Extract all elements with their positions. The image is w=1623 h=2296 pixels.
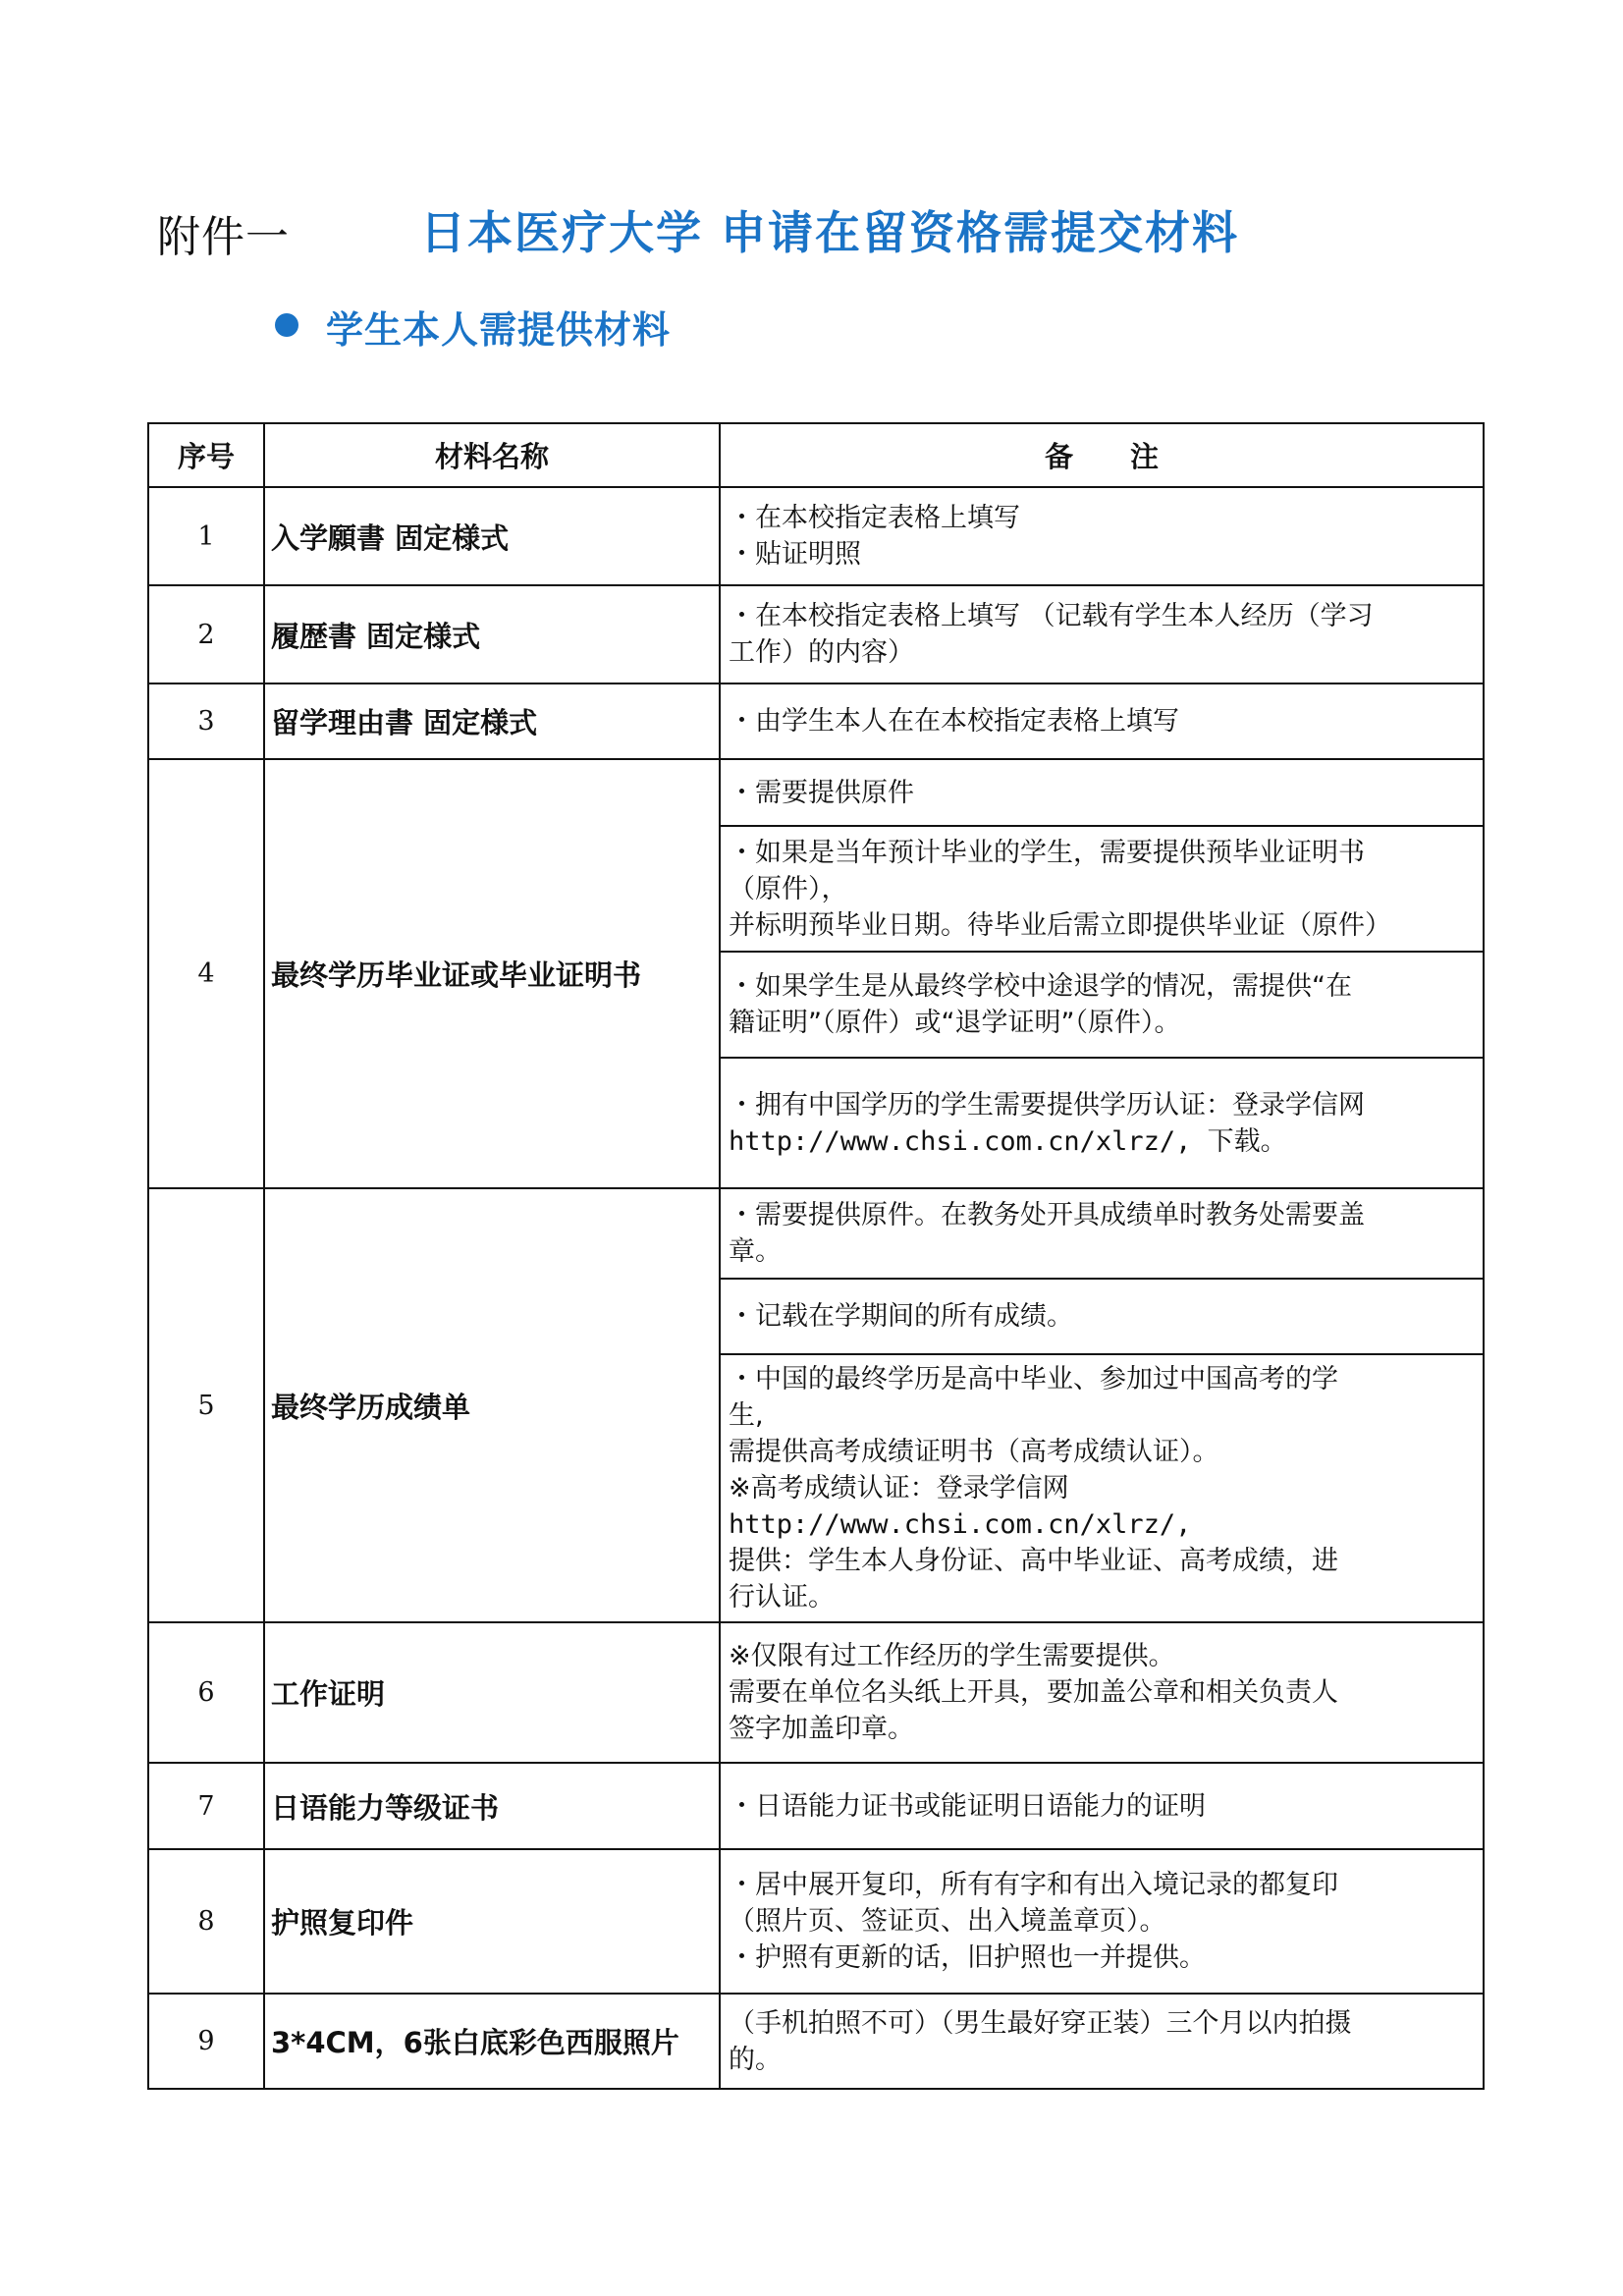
material-note bbox=[720, 585, 1484, 683]
material-name: 留学理由書 固定様式 bbox=[264, 683, 720, 759]
note-line: ・由学生本人在在本校指定表格上填写 bbox=[729, 706, 1179, 737]
document-header bbox=[157, 201, 1492, 270]
note-line: （手机拍照不可）（男生最好穿正装）三个月以内拍摄 bbox=[729, 2007, 1352, 2039]
note-line: ・需要提供原件 bbox=[729, 777, 914, 808]
material-name: 工作证明 bbox=[264, 1622, 720, 1763]
note-line: 签字加盖印章。 bbox=[729, 1714, 914, 1744]
note-line: （照片页、签证页、出入境盖章页）。 bbox=[729, 1906, 1166, 1937]
note-line: 需提供高考成绩证明书（高考成绩认证）。 bbox=[729, 1437, 1219, 1467]
header-no: 序号 bbox=[148, 423, 264, 487]
table-row bbox=[148, 759, 1484, 826]
material-name: 最终学历成绩单 bbox=[264, 1188, 720, 1622]
note-line: ・居中展开复印，所有有字和有出入境记录的都复印 bbox=[729, 1870, 1338, 1900]
material-note bbox=[720, 1279, 1484, 1354]
material-name: 3*4CM，6张白底彩色西服照片 bbox=[264, 1994, 720, 2089]
material-note bbox=[720, 952, 1484, 1058]
row-number: 1 bbox=[148, 487, 264, 585]
note-line: 章。 bbox=[729, 1236, 782, 1267]
note-line: ・贴证明照 bbox=[729, 539, 861, 570]
row-number: 7 bbox=[148, 1763, 264, 1849]
table-body bbox=[148, 487, 1484, 2089]
note-line: 工作）的内容） bbox=[729, 637, 914, 668]
note-line: ※仅限有过工作经历的学生需要提供。 bbox=[729, 1641, 1175, 1671]
note-line: ・日语能力证书或能证明日语能力的证明 bbox=[729, 1790, 1206, 1822]
note-line: ・护照有更新的话，旧护照也一并提供。 bbox=[729, 1942, 1206, 1973]
material-name: 护照复印件 bbox=[264, 1849, 720, 1994]
note-line: 需要在单位名头纸上开具，要加盖公章和相关负责人 bbox=[729, 1677, 1338, 1708]
material-note bbox=[720, 487, 1484, 585]
material-note bbox=[720, 1354, 1484, 1622]
note-line: ・在本校指定表格上填写 bbox=[729, 503, 1020, 533]
material-note bbox=[720, 683, 1484, 759]
note-line: ・如果是当年预计毕业的学生，需要提供预毕业证明书 bbox=[729, 837, 1365, 868]
table-row bbox=[148, 683, 1484, 759]
table-row bbox=[148, 1849, 1484, 1994]
material-note bbox=[720, 1994, 1484, 2089]
table-row bbox=[148, 1188, 1484, 1279]
material-note bbox=[720, 1849, 1484, 1994]
note-line: ※高考成绩认证：登录学信网 bbox=[729, 1473, 1069, 1503]
material-note bbox=[720, 759, 1484, 826]
attachment-label: 附件一 bbox=[157, 212, 290, 262]
material-name: 最终学历毕业证或毕业证明书 bbox=[264, 759, 720, 1188]
note-line: ・拥有中国学历的学生需要提供学历认证：登录学信网 bbox=[729, 1089, 1365, 1121]
row-number: 9 bbox=[148, 1994, 264, 2089]
note-line: 的。 bbox=[729, 2044, 782, 2075]
material-note bbox=[720, 1622, 1484, 1763]
document-title: 日本医疗大学 申请在留资格需提交材料 bbox=[420, 206, 1240, 259]
note-line: ・如果学生是从最终学校中途退学的情况，需提供“在 bbox=[729, 971, 1352, 1002]
row-number: 2 bbox=[148, 585, 264, 683]
row-number: 4 bbox=[148, 759, 264, 1188]
note-line: http://www.chsi.com.cn/xlrz/, bbox=[729, 1509, 1192, 1540]
material-note bbox=[720, 1188, 1484, 1279]
bullet-dot-icon bbox=[275, 313, 298, 337]
materials-table bbox=[147, 422, 1485, 2090]
row-number: 6 bbox=[148, 1622, 264, 1763]
row-number: 5 bbox=[148, 1188, 264, 1622]
row-number: 3 bbox=[148, 683, 264, 759]
note-line: （原件）， bbox=[729, 873, 848, 904]
material-note bbox=[720, 826, 1484, 952]
table-row bbox=[148, 1763, 1484, 1849]
material-name: 入学願書 固定様式 bbox=[264, 487, 720, 585]
row-number: 8 bbox=[148, 1849, 264, 1994]
note-line: 生, bbox=[729, 1400, 764, 1431]
table-header-row bbox=[148, 423, 1484, 487]
note-line: ・需要提供原件。在教务处开具成绩单时教务处需要盖 bbox=[729, 1200, 1365, 1230]
table-row bbox=[148, 1994, 1484, 2089]
note-line: 提供：学生本人身份证、高中毕业证、高考成绩，进 bbox=[729, 1546, 1338, 1576]
header-note: 备 注 bbox=[720, 423, 1484, 487]
material-name: 日语能力等级证书 bbox=[264, 1763, 720, 1849]
note-line: ・中国的最终学历是高中毕业、参加过中国高考的学 bbox=[729, 1364, 1338, 1394]
note-line: ・在本校指定表格上填写 （记载有学生本人经历（学习 bbox=[729, 601, 1374, 631]
table-row bbox=[148, 1622, 1484, 1763]
note-line: 并标明预毕业日期。待毕业后需立即提供毕业证（原件） bbox=[729, 909, 1391, 941]
note-line: ・记载在学期间的所有成绩。 bbox=[729, 1301, 1073, 1332]
section-title: 学生本人需提供材料 bbox=[326, 308, 672, 352]
material-name: 履歴書 固定様式 bbox=[264, 585, 720, 683]
material-note bbox=[720, 1763, 1484, 1849]
note-line: http://www.chsi.com.cn/xlrz/, 下载。 bbox=[729, 1125, 1287, 1157]
note-line: 籍证明”（原件）或“退学证明”（原件）。 bbox=[729, 1008, 1181, 1038]
note-line: 行认证。 bbox=[729, 1582, 835, 1613]
table-row bbox=[148, 585, 1484, 683]
table-row bbox=[148, 487, 1484, 585]
material-note bbox=[720, 1058, 1484, 1188]
header-name: 材料名称 bbox=[264, 423, 720, 487]
